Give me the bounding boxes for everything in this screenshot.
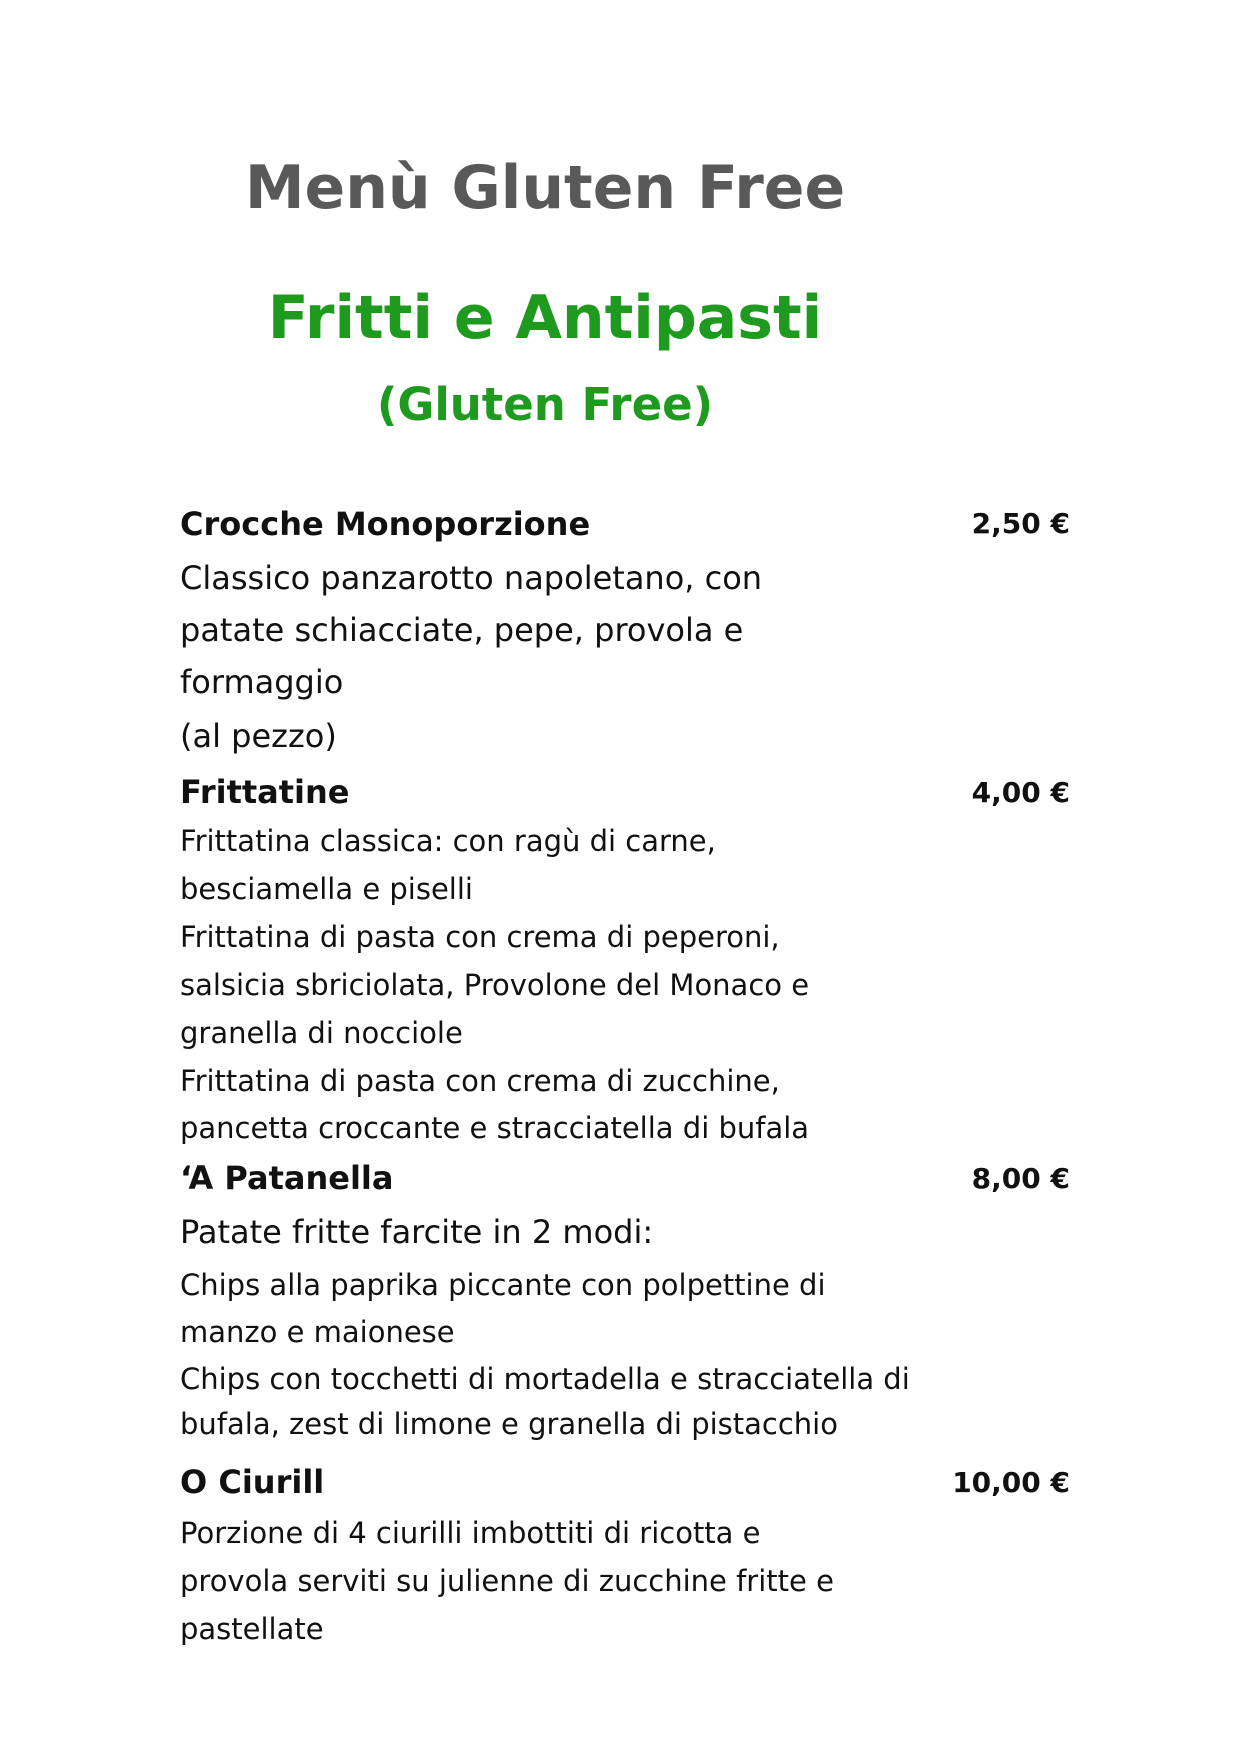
- item-description-line: manzo e maionese: [180, 1315, 455, 1349]
- item-price: 2,50 €: [971, 507, 1070, 540]
- item-description-line: bufala, zest di limone e granella di pistacchio: [180, 1407, 838, 1441]
- item-name: Frittatine: [180, 773, 350, 811]
- item-description-line: Chips alla paprika piccante con polpettine di: [180, 1268, 826, 1302]
- item-description-line: Frittatina di pasta con crema di zucchine,: [180, 1064, 780, 1098]
- item-price: 10,00 €: [952, 1466, 1070, 1499]
- item-description-line: formaggio: [180, 663, 344, 701]
- item-description-line: Porzione di 4 ciurilli imbottiti di ricotta e: [180, 1516, 761, 1550]
- section-title: Fritti e Antipasti: [267, 283, 823, 353]
- item-description-line: (al pezzo): [180, 717, 337, 755]
- item-description-line: Frittatina di pasta con crema di peperoni,: [180, 920, 780, 954]
- item-description-line: Chips con tocchetti di mortadella e stracciatella di: [180, 1362, 910, 1396]
- item-description-line: Frittatina classica: con ragù di carne,: [180, 824, 716, 858]
- item-description-line: pastellate: [180, 1612, 324, 1646]
- item-name: ‘A Patanella: [180, 1159, 394, 1197]
- item-description-line: Classico panzarotto napoletano, con: [180, 559, 763, 597]
- section-subtitle: (Gluten Free): [376, 378, 714, 431]
- item-description-line: granella di nocciole: [180, 1016, 463, 1050]
- item-price: 4,00 €: [971, 776, 1070, 809]
- item-name: O Ciurill: [180, 1463, 325, 1501]
- item-name: Crocche Monoporzione: [180, 505, 591, 543]
- item-description-line: salsicia sbriciolata, Provolone del Monaco e: [180, 968, 810, 1002]
- menu-title: Menù Gluten Free: [244, 153, 846, 223]
- item-price: 8,00 €: [971, 1162, 1070, 1195]
- item-description-line: provola serviti su julienne di zucchine fritte e: [180, 1564, 834, 1598]
- item-description-line: besciamella e piselli: [180, 872, 473, 906]
- item-description-line: pancetta croccante e stracciatella di bufala: [180, 1111, 810, 1145]
- item-description-line: patate schiacciate, pepe, provola e: [180, 611, 744, 649]
- item-description-line: Patate fritte farcite in 2 modi:: [180, 1213, 654, 1251]
